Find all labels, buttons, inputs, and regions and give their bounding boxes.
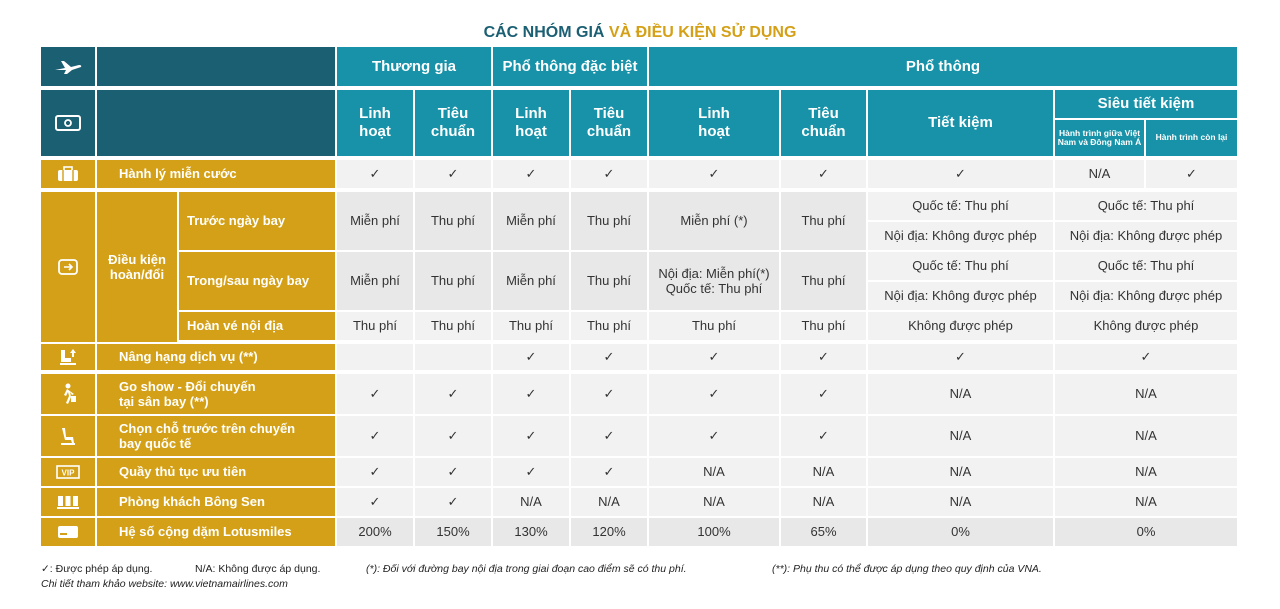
goshow-cell-0: ✓ bbox=[337, 374, 413, 414]
lounge-cell-3: N/A bbox=[571, 488, 647, 516]
miles-cell-1: 150% bbox=[415, 518, 491, 546]
lounge-cell-1: ✓ bbox=[415, 488, 491, 516]
priority-cell-0: ✓ bbox=[337, 458, 413, 486]
lounge-cell-2: N/A bbox=[493, 488, 569, 516]
upgrade-cell-0 bbox=[337, 344, 413, 370]
upgrade-cell-5: ✓ bbox=[781, 344, 866, 370]
fare-header-0: Linh hoạt bbox=[337, 90, 413, 156]
upgrade-cell-1 bbox=[415, 344, 491, 370]
goshow-cell-2: ✓ bbox=[493, 374, 569, 414]
refund-after-cell-5: Thu phí bbox=[781, 252, 866, 310]
refund-domestic-label: Hoàn vé nội địa bbox=[179, 312, 335, 340]
goshow-cell-7: N/A bbox=[1055, 374, 1237, 414]
miles-label: Hệ số cộng dặm Lotusmiles bbox=[97, 518, 335, 546]
miles-cell-2: 130% bbox=[493, 518, 569, 546]
seat-cell-0: ✓ bbox=[337, 416, 413, 456]
baggage-label: Hành lý miễn cước bbox=[97, 160, 335, 188]
goshow-cell-3: ✓ bbox=[571, 374, 647, 414]
refund-before-cell-0: Miễn phí bbox=[337, 192, 413, 250]
refund-after-super-dom: Nội địa: Không được phép bbox=[1055, 282, 1237, 310]
priority-cell-7: N/A bbox=[1055, 458, 1237, 486]
refund-domestic-cell-6: Không được phép bbox=[868, 312, 1053, 340]
fare-header-6: Tiết kiệm bbox=[868, 90, 1053, 156]
refund-domestic-cell-5: Thu phí bbox=[781, 312, 866, 340]
fare-header-4: Linh hoạt bbox=[649, 90, 779, 156]
fare-header-1: Tiêu chuẩn bbox=[415, 90, 491, 156]
seat-cell-4: ✓ bbox=[649, 416, 779, 456]
refund-after-super-intl: Quốc tế: Thu phí bbox=[1055, 252, 1237, 280]
goshow-cell-5: ✓ bbox=[781, 374, 866, 414]
seat-cell-7: N/A bbox=[1055, 416, 1237, 456]
baggage-cell-7: N/A bbox=[1055, 160, 1144, 188]
baggage-cell-8: ✓ bbox=[1146, 160, 1237, 188]
refund-domestic-cell-0: Thu phí bbox=[337, 312, 413, 340]
money-icon bbox=[41, 90, 95, 156]
fare-header-2: Linh hoạt bbox=[493, 90, 569, 156]
cabin-economy: Phổ thông bbox=[649, 47, 1237, 86]
lounge-cell-6: N/A bbox=[868, 488, 1053, 516]
upgrade-cell-2: ✓ bbox=[493, 344, 569, 370]
goshow-cell-1: ✓ bbox=[415, 374, 491, 414]
refund-after-label: Trong/sau ngày bay bbox=[179, 252, 335, 310]
refund-before-cell-3: Thu phí bbox=[571, 192, 647, 250]
super-saver-other: Hành trình còn lại bbox=[1146, 120, 1237, 156]
miles-cell-7: 0% bbox=[1055, 518, 1237, 546]
fare-header-3: Tiêu chuẩn bbox=[571, 90, 647, 156]
refund-after-saver-dom: Nội địa: Không được phép bbox=[868, 282, 1053, 310]
upgrade-cell-6: ✓ bbox=[868, 344, 1053, 370]
cabin-premium-economy: Phổ thông đặc biệt bbox=[493, 47, 647, 86]
goshow-label: Go show - Đổi chuyến tại sân bay (**) bbox=[97, 374, 335, 414]
baggage-cell-3: ✓ bbox=[571, 160, 647, 188]
refund-after-cell-0: Miễn phí bbox=[337, 252, 413, 310]
seat-icon bbox=[41, 416, 95, 456]
page-title: CÁC NHÓM GIÁ VÀ ĐIỀU KIỆN SỬ DỤNG bbox=[483, 24, 797, 41]
refund-after-cell-3: Thu phí bbox=[571, 252, 647, 310]
baggage-cell-1: ✓ bbox=[415, 160, 491, 188]
baggage-cell-0: ✓ bbox=[337, 160, 413, 188]
footnote-double-star: (**): Phụ thu có thể được áp dụng theo quy định của VNA. bbox=[772, 563, 1042, 575]
cabin-business: Thương gia bbox=[337, 47, 491, 86]
svg-text:VIP: VIP bbox=[61, 468, 75, 478]
refund-after-cell-4: Nội địa: Miễn phí(*) Quốc tế: Thu phí bbox=[649, 252, 779, 310]
refund-domestic-cell-1: Thu phí bbox=[415, 312, 491, 340]
upgrade-label: Nâng hạng dịch vụ (**) bbox=[97, 344, 335, 370]
refund-before-saver-intl: Quốc tế: Thu phí bbox=[868, 192, 1053, 220]
footnote-website: Chi tiết tham khảo website: www.vietnamairlines.com bbox=[41, 578, 288, 590]
airplane-icon bbox=[41, 47, 95, 86]
priority-cell-1: ✓ bbox=[415, 458, 491, 486]
seat-cell-1: ✓ bbox=[415, 416, 491, 456]
upgrade-seat-icon bbox=[41, 344, 95, 370]
footnote-check: ✓: Được phép áp dụng. bbox=[41, 563, 153, 575]
refund-domestic-cell-3: Thu phí bbox=[571, 312, 647, 340]
lounge-cell-5: N/A bbox=[781, 488, 866, 516]
refund-before-super-dom: Nội địa: Không được phép bbox=[1055, 222, 1237, 250]
lounge-cell-0: ✓ bbox=[337, 488, 413, 516]
miles-cell-4: 100% bbox=[649, 518, 779, 546]
priority-cell-3: ✓ bbox=[571, 458, 647, 486]
refund-before-cell-4: Miễn phí (*) bbox=[649, 192, 779, 250]
vip-icon bbox=[41, 458, 95, 486]
lotusmiles-card-icon bbox=[41, 518, 95, 546]
footnote-star: (*): Đối với đường bay nội địa trong giai đoạn cao điểm sẽ có thu phí. bbox=[366, 563, 687, 575]
miles-cell-5: 65% bbox=[781, 518, 866, 546]
refund-after-cell-2: Miễn phí bbox=[493, 252, 569, 310]
upgrade-cell-3: ✓ bbox=[571, 344, 647, 370]
super-saver-sea: Hành trình giữa Việt Nam và Đông Nam Á bbox=[1055, 120, 1144, 156]
refund-before-cell-5: Thu phí bbox=[781, 192, 866, 250]
walking-passenger-icon bbox=[41, 374, 95, 414]
seat-cell-6: N/A bbox=[868, 416, 1053, 456]
refund-before-cell-1: Thu phí bbox=[415, 192, 491, 250]
lounge-cell-4: N/A bbox=[649, 488, 779, 516]
lounge-label: Phòng khách Bông Sen bbox=[97, 488, 335, 516]
refund-before-cell-2: Miễn phí bbox=[493, 192, 569, 250]
refund-domestic-cell-4: Thu phí bbox=[649, 312, 779, 340]
refund-before-label: Trước ngày bay bbox=[179, 192, 335, 250]
refund-before-saver-dom: Nội địa: Không được phép bbox=[868, 222, 1053, 250]
miles-cell-0: 200% bbox=[337, 518, 413, 546]
service-label bbox=[97, 47, 335, 86]
seat-label: Chọn chỗ trước trên chuyến bay quốc tế bbox=[97, 416, 335, 456]
super-saver-header: Siêu tiết kiệm bbox=[1055, 90, 1237, 118]
priority-label: Quầy thủ tục ưu tiên bbox=[97, 458, 335, 486]
footnote-na: N/A: Không được áp dụng. bbox=[195, 563, 321, 575]
priority-cell-5: N/A bbox=[781, 458, 866, 486]
baggage-cell-5: ✓ bbox=[781, 160, 866, 188]
goshow-cell-6: N/A bbox=[868, 374, 1053, 414]
refund-exchange-icon bbox=[41, 192, 95, 342]
lounge-icon bbox=[41, 488, 95, 516]
refund-after-cell-1: Thu phí bbox=[415, 252, 491, 310]
seat-cell-3: ✓ bbox=[571, 416, 647, 456]
luggage-icon bbox=[41, 160, 95, 188]
upgrade-cell-4: ✓ bbox=[649, 344, 779, 370]
refund-domestic-cell-2: Thu phí bbox=[493, 312, 569, 340]
lounge-cell-7: N/A bbox=[1055, 488, 1237, 516]
fare-group-label bbox=[97, 90, 335, 156]
refund-label: Điều kiện hoàn/đổi bbox=[97, 192, 177, 342]
upgrade-cell-7: ✓ bbox=[1055, 344, 1237, 370]
goshow-cell-4: ✓ bbox=[649, 374, 779, 414]
seat-cell-2: ✓ bbox=[493, 416, 569, 456]
refund-domestic-cell-7: Không được phép bbox=[1055, 312, 1237, 340]
refund-before-super-intl: Quốc tế: Thu phí bbox=[1055, 192, 1237, 220]
priority-cell-6: N/A bbox=[868, 458, 1053, 486]
priority-cell-4: N/A bbox=[649, 458, 779, 486]
seat-cell-5: ✓ bbox=[781, 416, 866, 456]
baggage-cell-2: ✓ bbox=[493, 160, 569, 188]
baggage-cell-6: ✓ bbox=[868, 160, 1053, 188]
miles-cell-6: 0% bbox=[868, 518, 1053, 546]
refund-after-saver-intl: Quốc tế: Thu phí bbox=[868, 252, 1053, 280]
miles-cell-3: 120% bbox=[571, 518, 647, 546]
baggage-cell-4: ✓ bbox=[649, 160, 779, 188]
fare-header-5: Tiêu chuẩn bbox=[781, 90, 866, 156]
priority-cell-2: ✓ bbox=[493, 458, 569, 486]
